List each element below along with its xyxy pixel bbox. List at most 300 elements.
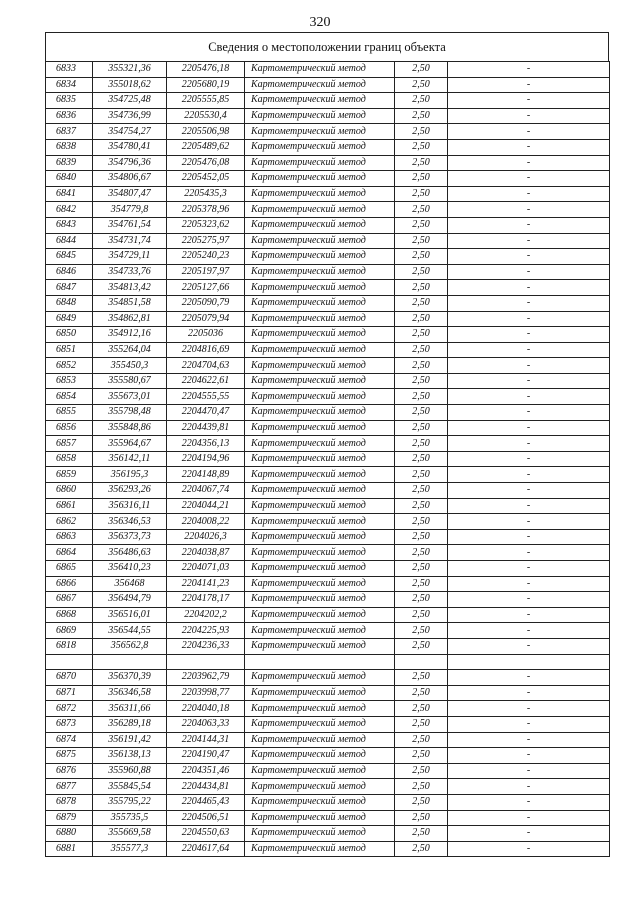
method-cell: Картометрический метод: [245, 327, 395, 343]
point-number-cell: 6842: [46, 202, 93, 218]
y-coordinate-cell: 2205530,4: [167, 108, 245, 124]
description-cell: -: [448, 124, 610, 140]
x-coordinate-cell: 354729,11: [93, 249, 167, 265]
point-number-cell: 6851: [46, 342, 93, 358]
method-cell: Картометрический метод: [245, 576, 395, 592]
point-number-cell: 6881: [46, 841, 93, 857]
x-coordinate-cell: 354912,16: [93, 327, 167, 343]
y-coordinate-cell: 2204044,21: [167, 498, 245, 514]
method-cell: Картометрический метод: [245, 685, 395, 701]
table-row: [46, 264, 610, 280]
table-row: [46, 576, 610, 592]
point-number-cell: 6858: [46, 451, 93, 467]
y-coordinate-cell: 2205506,98: [167, 124, 245, 140]
accuracy-cell: 2,50: [395, 841, 448, 857]
y-coordinate-cell: 2205680,19: [167, 77, 245, 93]
x-coordinate-cell: 355673,01: [93, 389, 167, 405]
method-cell: Картометрический метод: [245, 638, 395, 654]
point-number-cell: 6845: [46, 249, 93, 265]
accuracy-cell: 2,50: [395, 483, 448, 499]
y-coordinate-cell: 2204439,81: [167, 420, 245, 436]
point-number-cell: 6840: [46, 171, 93, 187]
method-cell: Картометрический метод: [245, 841, 395, 857]
page-number: 320: [309, 15, 331, 30]
point-number-cell: 6869: [46, 623, 93, 639]
table-row: [46, 139, 610, 155]
method-cell: Картометрический метод: [245, 701, 395, 717]
point-number-cell: 6877: [46, 779, 93, 795]
description-cell: -: [448, 139, 610, 155]
description-cell: -: [448, 748, 610, 764]
x-coordinate-cell: 356544,55: [93, 623, 167, 639]
x-coordinate-cell: 356486,63: [93, 545, 167, 561]
accuracy-cell: 2,50: [395, 623, 448, 639]
method-cell: Картометрический метод: [245, 264, 395, 280]
point-number-cell: 6847: [46, 280, 93, 296]
point-number-cell: 6862: [46, 514, 93, 530]
accuracy-cell: 2,50: [395, 545, 448, 561]
method-cell: Картометрический метод: [245, 139, 395, 155]
table-row: [46, 217, 610, 233]
y-coordinate-cell: 2205489,62: [167, 139, 245, 155]
method-cell: Картометрический метод: [245, 155, 395, 171]
x-coordinate-cell: 355845,54: [93, 779, 167, 795]
x-coordinate-cell: 354780,41: [93, 139, 167, 155]
method-cell: Картометрический метод: [245, 108, 395, 124]
y-coordinate-cell: 2205197,97: [167, 264, 245, 280]
table-row: [46, 654, 610, 670]
table-row: [46, 77, 610, 93]
accuracy-cell: 2,50: [395, 638, 448, 654]
method-cell: Картометрический метод: [245, 483, 395, 499]
table-row: [46, 280, 610, 296]
accuracy-cell: 2,50: [395, 358, 448, 374]
y-coordinate-cell: 2204225,93: [167, 623, 245, 639]
description-cell: -: [448, 373, 610, 389]
table-row: [46, 623, 610, 639]
method-cell: Картометрический метод: [245, 451, 395, 467]
x-coordinate-cell: 354796,36: [93, 155, 167, 171]
description-cell: -: [448, 389, 610, 405]
table-row: [46, 748, 610, 764]
point-number-cell: 6818: [46, 638, 93, 654]
method-cell: Картометрический метод: [245, 529, 395, 545]
point-number-cell: 6872: [46, 701, 93, 717]
description-cell: -: [448, 451, 610, 467]
point-number-cell: 6848: [46, 295, 93, 311]
description-cell: -: [448, 623, 610, 639]
x-coordinate-cell: 356562,8: [93, 638, 167, 654]
x-coordinate-cell: 354862,81: [93, 311, 167, 327]
point-number-cell: 6859: [46, 467, 93, 483]
point-number-cell: 6844: [46, 233, 93, 249]
point-number-cell: 6846: [46, 264, 93, 280]
accuracy-cell: 2,50: [395, 373, 448, 389]
x-coordinate-cell: 356410,23: [93, 561, 167, 577]
table-row: [46, 561, 610, 577]
description-cell: -: [448, 295, 610, 311]
method-cell: Картометрический метод: [245, 389, 395, 405]
description-cell: -: [448, 592, 610, 608]
description-cell: -: [448, 607, 610, 623]
table-row: [46, 124, 610, 140]
point-number-cell: 6837: [46, 124, 93, 140]
table-row: [46, 763, 610, 779]
y-coordinate-cell: 2204465,43: [167, 794, 245, 810]
y-coordinate-cell: 2204071,03: [167, 561, 245, 577]
description-cell: -: [448, 732, 610, 748]
accuracy-cell: 2,50: [395, 451, 448, 467]
method-cell: [245, 654, 395, 670]
table-row: [46, 295, 610, 311]
table-row: [46, 249, 610, 265]
y-coordinate-cell: 2203962,79: [167, 670, 245, 686]
accuracy-cell: 2,50: [395, 810, 448, 826]
point-number-cell: 6860: [46, 483, 93, 499]
x-coordinate-cell: 355848,86: [93, 420, 167, 436]
x-coordinate-cell: 356316,11: [93, 498, 167, 514]
accuracy-cell: 2,50: [395, 311, 448, 327]
y-coordinate-cell: 2204026,3: [167, 529, 245, 545]
accuracy-cell: 2,50: [395, 607, 448, 623]
description-cell: -: [448, 529, 610, 545]
accuracy-cell: 2,50: [395, 124, 448, 140]
x-coordinate-cell: 356311,66: [93, 701, 167, 717]
point-number-cell: 6857: [46, 436, 93, 452]
method-cell: Картометрический метод: [245, 561, 395, 577]
accuracy-cell: 2,50: [395, 249, 448, 265]
description-cell: -: [448, 171, 610, 187]
description-cell: -: [448, 826, 610, 842]
method-cell: Картометрический метод: [245, 763, 395, 779]
x-coordinate-cell: 355580,67: [93, 373, 167, 389]
accuracy-cell: 2,50: [395, 763, 448, 779]
x-coordinate-cell: 356373,73: [93, 529, 167, 545]
description-cell: -: [448, 763, 610, 779]
y-coordinate-cell: 2204816,69: [167, 342, 245, 358]
table-row: [46, 62, 610, 78]
point-number-cell: 6843: [46, 217, 93, 233]
x-coordinate-cell: 355960,88: [93, 763, 167, 779]
x-coordinate-cell: 355964,67: [93, 436, 167, 452]
table-row: [46, 841, 610, 857]
y-coordinate-cell: 2205476,08: [167, 155, 245, 171]
method-cell: Картометрический метод: [245, 249, 395, 265]
table-row: [46, 716, 610, 732]
table-row: [46, 358, 610, 374]
accuracy-cell: 2,50: [395, 592, 448, 608]
y-coordinate-cell: 2204141,23: [167, 576, 245, 592]
method-cell: Картометрический метод: [245, 467, 395, 483]
x-coordinate-cell: 356346,58: [93, 685, 167, 701]
description-cell: -: [448, 405, 610, 421]
description-cell: -: [448, 638, 610, 654]
method-cell: Картометрический метод: [245, 826, 395, 842]
point-number-cell: 6865: [46, 561, 93, 577]
point-number-cell: 6850: [46, 327, 93, 343]
method-cell: Картометрический метод: [245, 202, 395, 218]
method-cell: Картометрический метод: [245, 233, 395, 249]
table-row: [46, 155, 610, 171]
table-row: [46, 638, 610, 654]
table-row: [46, 389, 610, 405]
accuracy-cell: 2,50: [395, 561, 448, 577]
x-coordinate-cell: 355321,36: [93, 62, 167, 78]
y-coordinate-cell: 2205090,79: [167, 295, 245, 311]
point-number-cell: 6839: [46, 155, 93, 171]
description-cell: -: [448, 685, 610, 701]
method-cell: Картометрический метод: [245, 732, 395, 748]
table-row: [46, 810, 610, 826]
y-coordinate-cell: 2204190,47: [167, 748, 245, 764]
accuracy-cell: 2,50: [395, 732, 448, 748]
y-coordinate-cell: 2205323,62: [167, 217, 245, 233]
table-row: [46, 545, 610, 561]
accuracy-cell: 2,50: [395, 670, 448, 686]
accuracy-cell: 2,50: [395, 779, 448, 795]
y-coordinate-cell: 2204434,81: [167, 779, 245, 795]
y-coordinate-cell: 2205275,97: [167, 233, 245, 249]
table-row: [46, 467, 610, 483]
description-cell: -: [448, 436, 610, 452]
description-cell: -: [448, 327, 610, 343]
method-cell: Картометрический метод: [245, 420, 395, 436]
method-cell: Картометрический метод: [245, 498, 395, 514]
accuracy-cell: [395, 654, 448, 670]
method-cell: Картометрический метод: [245, 592, 395, 608]
method-cell: Картометрический метод: [245, 779, 395, 795]
accuracy-cell: 2,50: [395, 436, 448, 452]
description-cell: -: [448, 93, 610, 109]
point-number-cell: 6873: [46, 716, 93, 732]
table-body: [46, 62, 610, 857]
point-number-cell: [46, 654, 93, 670]
description-cell: -: [448, 841, 610, 857]
description-cell: -: [448, 576, 610, 592]
description-cell: -: [448, 561, 610, 577]
y-coordinate-cell: 2204148,89: [167, 467, 245, 483]
description-cell: -: [448, 186, 610, 202]
accuracy-cell: 2,50: [395, 327, 448, 343]
description-cell: -: [448, 249, 610, 265]
y-coordinate-cell: 2205435,3: [167, 186, 245, 202]
accuracy-cell: 2,50: [395, 108, 448, 124]
y-coordinate-cell: 2205378,96: [167, 202, 245, 218]
table-row: [46, 108, 610, 124]
point-number-cell: 6870: [46, 670, 93, 686]
method-cell: Картометрический метод: [245, 311, 395, 327]
y-coordinate-cell: 2204506,51: [167, 810, 245, 826]
point-number-cell: 6834: [46, 77, 93, 93]
description-cell: -: [448, 108, 610, 124]
accuracy-cell: 2,50: [395, 217, 448, 233]
table-row: [46, 186, 610, 202]
description-cell: -: [448, 280, 610, 296]
y-coordinate-cell: 2204008,22: [167, 514, 245, 530]
point-number-cell: 6879: [46, 810, 93, 826]
table-row: [46, 826, 610, 842]
accuracy-cell: 2,50: [395, 139, 448, 155]
table-row: [46, 327, 610, 343]
x-coordinate-cell: 354806,67: [93, 171, 167, 187]
method-cell: Картометрический метод: [245, 62, 395, 78]
description-cell: [448, 654, 610, 670]
point-number-cell: 6874: [46, 732, 93, 748]
method-cell: Картометрический метод: [245, 358, 395, 374]
description-cell: -: [448, 358, 610, 374]
x-coordinate-cell: 354754,27: [93, 124, 167, 140]
point-number-cell: 6876: [46, 763, 93, 779]
method-cell: Картометрический метод: [245, 124, 395, 140]
method-cell: Картометрический метод: [245, 280, 395, 296]
description-cell: -: [448, 514, 610, 530]
table-row: [46, 420, 610, 436]
method-cell: Картометрический метод: [245, 810, 395, 826]
accuracy-cell: 2,50: [395, 295, 448, 311]
y-coordinate-cell: 2204555,55: [167, 389, 245, 405]
description-cell: -: [448, 233, 610, 249]
accuracy-cell: 2,50: [395, 342, 448, 358]
point-number-cell: 6849: [46, 311, 93, 327]
x-coordinate-cell: 355450,3: [93, 358, 167, 374]
x-coordinate-cell: 354733,76: [93, 264, 167, 280]
y-coordinate-cell: 2204038,87: [167, 545, 245, 561]
accuracy-cell: 2,50: [395, 186, 448, 202]
table-row: [46, 373, 610, 389]
method-cell: Картометрический метод: [245, 373, 395, 389]
table-row: [46, 233, 610, 249]
y-coordinate-cell: 2204236,33: [167, 638, 245, 654]
x-coordinate-cell: 356346,53: [93, 514, 167, 530]
point-number-cell: 6880: [46, 826, 93, 842]
accuracy-cell: 2,50: [395, 685, 448, 701]
description-cell: -: [448, 779, 610, 795]
accuracy-cell: 2,50: [395, 93, 448, 109]
table-row: [46, 732, 610, 748]
table-row: [46, 514, 610, 530]
method-cell: Картометрический метод: [245, 514, 395, 530]
x-coordinate-cell: 355577,3: [93, 841, 167, 857]
y-coordinate-cell: 2204144,31: [167, 732, 245, 748]
y-coordinate-cell: 2204202,2: [167, 607, 245, 623]
description-cell: -: [448, 794, 610, 810]
y-coordinate-cell: 2205036: [167, 327, 245, 343]
y-coordinate-cell: 2205452,05: [167, 171, 245, 187]
y-coordinate-cell: 2204194,96: [167, 451, 245, 467]
accuracy-cell: 2,50: [395, 701, 448, 717]
accuracy-cell: 2,50: [395, 498, 448, 514]
y-coordinate-cell: 2204067,74: [167, 483, 245, 499]
method-cell: Картометрический метод: [245, 670, 395, 686]
point-number-cell: 6878: [46, 794, 93, 810]
point-number-cell: 6853: [46, 373, 93, 389]
y-coordinate-cell: 2204550,63: [167, 826, 245, 842]
x-coordinate-cell: 355264,04: [93, 342, 167, 358]
table-row: [46, 311, 610, 327]
y-coordinate-cell: 2204063,33: [167, 716, 245, 732]
y-coordinate-cell: [167, 654, 245, 670]
y-coordinate-cell: 2205555,85: [167, 93, 245, 109]
table-row: [46, 171, 610, 187]
y-coordinate-cell: 2204178,17: [167, 592, 245, 608]
table-row: [46, 529, 610, 545]
table-row: [46, 607, 610, 623]
method-cell: Картометрический метод: [245, 623, 395, 639]
description-cell: -: [448, 217, 610, 233]
accuracy-cell: 2,50: [395, 748, 448, 764]
accuracy-cell: 2,50: [395, 77, 448, 93]
method-cell: Картометрический метод: [245, 342, 395, 358]
y-coordinate-cell: 2204470,47: [167, 405, 245, 421]
accuracy-cell: 2,50: [395, 420, 448, 436]
x-coordinate-cell: 355795,22: [93, 794, 167, 810]
method-cell: Картометрический метод: [245, 716, 395, 732]
table-row: [46, 670, 610, 686]
description-cell: -: [448, 498, 610, 514]
x-coordinate-cell: 356191,42: [93, 732, 167, 748]
method-cell: Картометрический метод: [245, 295, 395, 311]
method-cell: Картометрический метод: [245, 77, 395, 93]
table-row: [46, 592, 610, 608]
accuracy-cell: 2,50: [395, 202, 448, 218]
accuracy-cell: 2,50: [395, 280, 448, 296]
description-cell: -: [448, 670, 610, 686]
accuracy-cell: 2,50: [395, 62, 448, 78]
description-cell: -: [448, 467, 610, 483]
boundary-coordinates-table: [45, 61, 610, 857]
y-coordinate-cell: 2204356,13: [167, 436, 245, 452]
point-number-cell: 6855: [46, 405, 93, 421]
description-cell: -: [448, 62, 610, 78]
x-coordinate-cell: 355018,62: [93, 77, 167, 93]
description-cell: -: [448, 77, 610, 93]
method-cell: Картометрический метод: [245, 93, 395, 109]
point-number-cell: 6836: [46, 108, 93, 124]
point-number-cell: 6868: [46, 607, 93, 623]
x-coordinate-cell: 356494,79: [93, 592, 167, 608]
x-coordinate-cell: 355798,48: [93, 405, 167, 421]
table-row: [46, 451, 610, 467]
description-cell: -: [448, 545, 610, 561]
accuracy-cell: 2,50: [395, 405, 448, 421]
method-cell: Картометрический метод: [245, 794, 395, 810]
y-coordinate-cell: 2204704,63: [167, 358, 245, 374]
description-cell: -: [448, 342, 610, 358]
table-row: [46, 779, 610, 795]
accuracy-cell: 2,50: [395, 171, 448, 187]
method-cell: Картометрический метод: [245, 436, 395, 452]
x-coordinate-cell: 356138,13: [93, 748, 167, 764]
x-coordinate-cell: 356468: [93, 576, 167, 592]
point-number-cell: 6867: [46, 592, 93, 608]
table-row: [46, 93, 610, 109]
point-number-cell: 6875: [46, 748, 93, 764]
x-coordinate-cell: 354779,8: [93, 202, 167, 218]
y-coordinate-cell: 2204622,61: [167, 373, 245, 389]
point-number-cell: 6841: [46, 186, 93, 202]
table-row: [46, 436, 610, 452]
boundary-table-container: [45, 32, 609, 857]
point-number-cell: 6854: [46, 389, 93, 405]
x-coordinate-cell: 356293,26: [93, 483, 167, 499]
accuracy-cell: 2,50: [395, 467, 448, 483]
table-row: [46, 202, 610, 218]
point-number-cell: 6863: [46, 529, 93, 545]
y-coordinate-cell: 2205476,18: [167, 62, 245, 78]
point-number-cell: 6861: [46, 498, 93, 514]
method-cell: Картометрический метод: [245, 186, 395, 202]
accuracy-cell: 2,50: [395, 826, 448, 842]
